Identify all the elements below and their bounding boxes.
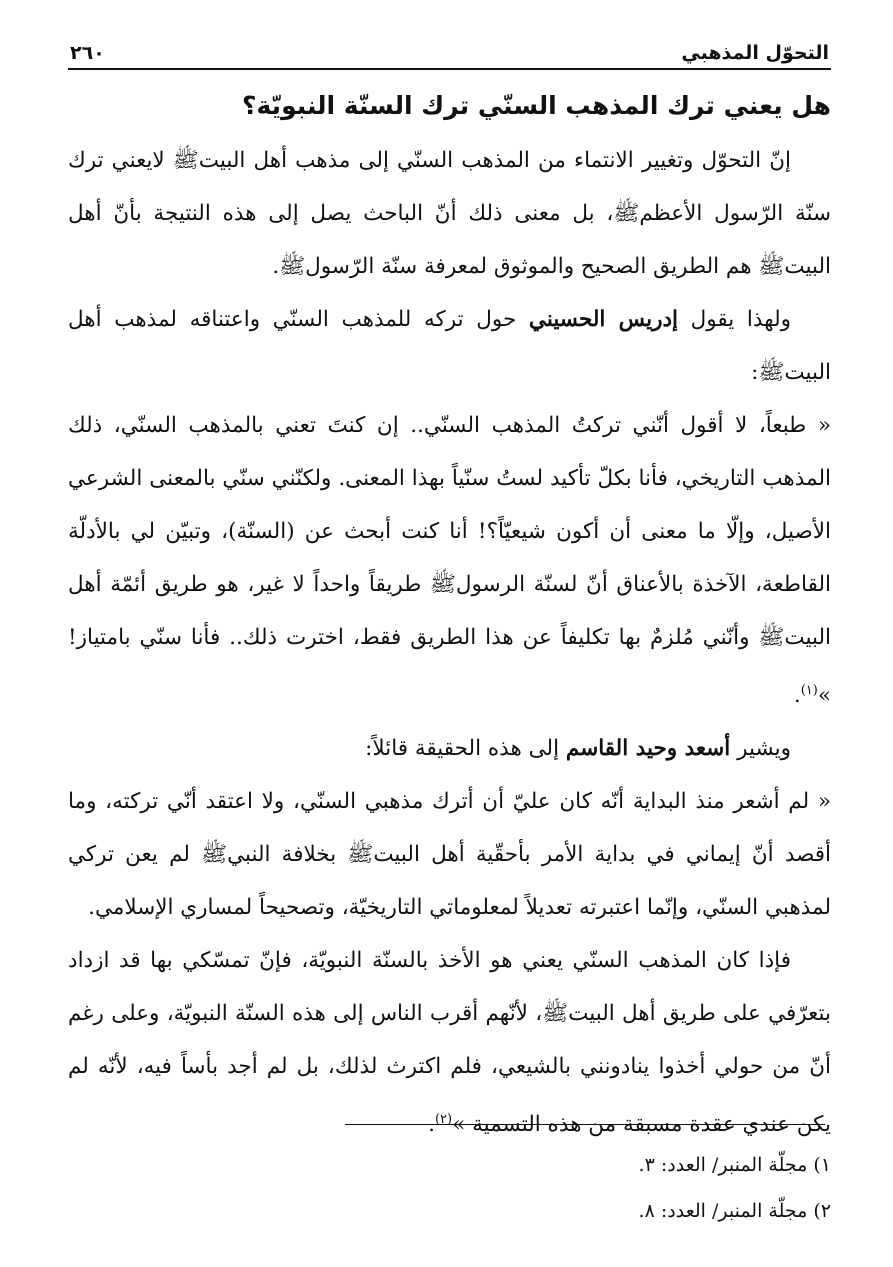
paragraph-asad-intro bbox=[68, 722, 831, 775]
quote-text: فإذا كان المذهب السنّي يعني هو الأخذ بالسنّة النبويّة، فإنّ تمسّكي بها قد ازداد بتعرّفي على طريق أهل البيتﷺ، لأنّهم أقرب الناس إلى هذه السنّة النبويّة، وعلى رغم أنّ من حولي أخذوا ينادونني بالشيعي، فلم اكترث لذلك، بل لم أجد بأساً فيه، لأنّه لم يكن عندي عقدة مسبقة من هذه التسمية » bbox=[68, 948, 831, 1138]
footnote-rule bbox=[345, 1124, 825, 1125]
header-rule bbox=[68, 68, 831, 70]
author-name-asad: أسعد وحيد القاسم bbox=[565, 736, 731, 762]
paragraph-rest: حول تركه للمذهب السنّي واعتناقه لمذهب أهل البيتﷺ: bbox=[68, 307, 831, 385]
quote-asad-part1: « لم أشعر منذ البداية أنّه كان عليّ أن أترك مذهبي السنّي، ولا اعتقد أنّي تركته، وما أقصد أنّ إيماني في بداية الأمر بأحقّية أهل البيتﷺ بخلافة النبيﷺ لم يعن تركي لمذهبي السنّي، وإنّما اعتبرته تعديلاً لمعلوماتي التاريخيّة، وتصحيحاً لمساري الإسلامي. bbox=[68, 789, 831, 921]
running-header bbox=[70, 34, 829, 64]
quote-asad-part2: فإذا كان المذهب السنّي يعني هو الأخذ بالسنّة النبويّة، فإنّ تمسّكي بها قد ازداد بتعرّفي على طريق أهل البيتﷺ، لأنّهم أقرب الناس إلى هذه السنّة النبويّة، وعلى رغم أنّ من حولي أخذوا ينادونني بالشيعي، فلم اكترث لذلك، بل لم أجد بأساً فيه، لأنّه لم يكن عندي عقدة مسبقة من هذه التسمية »$^{(٢)}$. bbox=[68, 948, 831, 1138]
footnote-2: ٢) مجلّة المنبر/ العدد: ٨. bbox=[638, 1200, 831, 1222]
quote-text: « طبعاً، لا أقول أنّني تركتُ المذهب السنّي.. إن كنتَ تعني بالمذهب السنّي، ذلك المذهب التاريخي، فأنا بكلّ تأكيد لستُ سنّياً بهذا المعنى. ولكنّني سنّي بالمعنى الشرعي الأصيل، وإلّا ما معنى أن أكون شيعيّاً؟! أنا كنت أبحث عن (السنّة)، وتبيّن لي بالأدلّة القاطعة، الآخذة بالأعناق أنّ لسنّة الرسولﷺ طريقاً واحداً لا غير، هو طريق أئمّة أهل البيتﷺ وأنّني مُلزمٌ بها تكليفاً عن هذا الطريق فقط، اخترت ذلك.. فأنا سنّي بامتياز! » bbox=[68, 413, 831, 709]
paragraph-lead: ولهذا يقول bbox=[690, 307, 792, 332]
author-name-idris: إدريس الحسيني bbox=[528, 307, 679, 332]
paragraph-idris-intro bbox=[68, 293, 831, 399]
footnote-ref-1: (١) bbox=[800, 683, 818, 698]
paragraph-lead: ويشير bbox=[737, 736, 791, 762]
paragraph-intro: إنّ التحوّل وتغيير الانتماء من المذهب السنّي إلى مذهب أهل البيتﷺ لايعني ترك سنّة الرّسول الأعظمﷺ، بل معنى ذلك أنّ الباحث يصل إلى هذه النتيجة بأنّ أهل البيتﷺ هم الطريق الصحيح والموثوق لمعرفة سنّة الرّسولﷺ. bbox=[68, 148, 831, 279]
main-content bbox=[68, 78, 831, 1151]
running-title: التحوّل المذهبي bbox=[681, 42, 829, 64]
section-heading: هل يعني ترك المذهب السنّي ترك السنّة النبويّة؟ bbox=[242, 91, 831, 120]
page-number: ٢٦٠ bbox=[70, 42, 105, 64]
footnote-ref-2: (٢) bbox=[434, 1112, 453, 1128]
footnotes bbox=[68, 1142, 831, 1234]
quote-idris: « طبعاً، لا أقول أنّني تركتُ المذهب السنّي.. إن كنتَ تعني بالمذهب السنّي، ذلك المذهب التاريخي، فأنا بكلّ تأكيد لستُ سنّياً بهذا المعنى. ولكنّني سنّي بالمعنى الشرعي الأصيل، وإلّا ما معنى أن أكون شيعيّاً؟! أنا كنت أبحث عن (السنّة)، وتبيّن لي بالأدلّة القاطعة، الآخذة بالأعناق أنّ لسنّة الرسولﷺ طريقاً واحداً لا غير، هو طريق أئمّة أهل البيتﷺ وأنّني مُلزمٌ بها تكليفاً عن هذا الطريق فقط، اخترت ذلك.. فأنا سنّي بامتياز! »$^{(١)}$. bbox=[68, 413, 831, 709]
paragraph-rest: إلى هذه الحقيقة قائلاً: bbox=[365, 736, 560, 762]
footnote-1: ١) مجلّة المنبر/ العدد: ٣. bbox=[638, 1154, 831, 1176]
